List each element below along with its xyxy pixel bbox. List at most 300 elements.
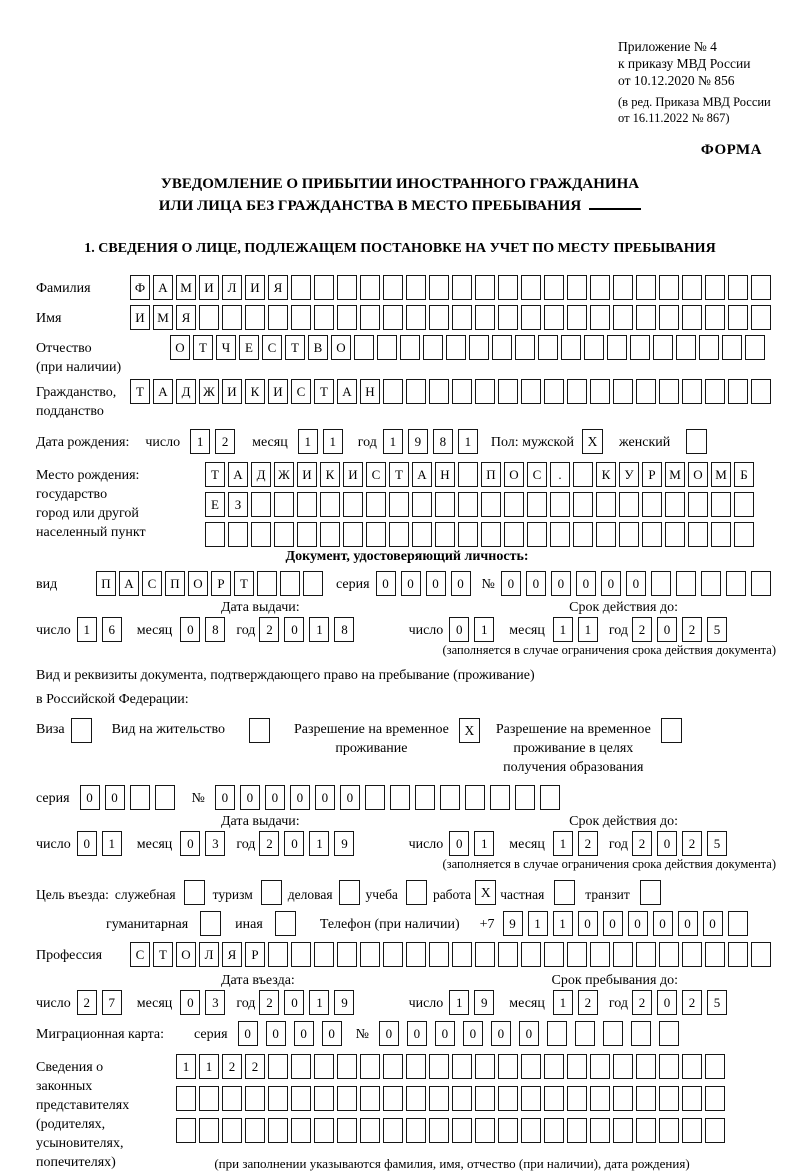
char-cell[interactable] xyxy=(452,305,472,330)
char-cell[interactable]: 0 xyxy=(578,911,598,936)
char-cell[interactable] xyxy=(406,942,426,967)
char-cell[interactable] xyxy=(567,379,587,404)
char-cell[interactable] xyxy=(360,275,380,300)
char-cell[interactable] xyxy=(360,305,380,330)
char-cell[interactable] xyxy=(659,275,679,300)
char-cell[interactable]: 1 xyxy=(77,617,97,642)
char-cell[interactable] xyxy=(360,942,380,967)
char-cell[interactable] xyxy=(636,379,656,404)
char-cell[interactable] xyxy=(538,335,558,360)
char-cell[interactable]: С xyxy=(291,379,311,404)
char-cell[interactable] xyxy=(383,1086,403,1111)
char-cell[interactable]: Т xyxy=(285,335,305,360)
char-cell[interactable] xyxy=(291,1054,311,1079)
blank-underline-field[interactable] xyxy=(589,196,641,210)
char-cell[interactable] xyxy=(659,1118,679,1143)
char-cell[interactable]: О xyxy=(176,942,196,967)
char-cell[interactable]: 2 xyxy=(222,1054,242,1079)
char-cell[interactable] xyxy=(481,492,501,517)
char-cell[interactable] xyxy=(701,571,721,596)
char-cell[interactable] xyxy=(251,492,271,517)
char-cell[interactable]: Ч xyxy=(216,335,236,360)
char-cell[interactable]: 2 xyxy=(632,990,652,1015)
char-cell[interactable]: 2 xyxy=(77,990,97,1015)
char-cell[interactable] xyxy=(429,1118,449,1143)
char-cell[interactable] xyxy=(550,492,570,517)
char-cell[interactable]: О xyxy=(170,335,190,360)
char-cell[interactable] xyxy=(222,1118,242,1143)
char-cell[interactable]: П xyxy=(165,571,185,596)
char-cell[interactable] xyxy=(659,942,679,967)
char-cell[interactable] xyxy=(475,379,495,404)
char-cell[interactable]: 1 xyxy=(578,617,598,642)
char-cell[interactable]: 3 xyxy=(205,831,225,856)
char-cell[interactable] xyxy=(406,1054,426,1079)
purpose-business-checkbox[interactable] xyxy=(339,880,360,905)
char-cell[interactable] xyxy=(515,785,535,810)
char-cell[interactable] xyxy=(596,492,616,517)
char-cell[interactable]: 9 xyxy=(503,911,523,936)
char-cell[interactable]: 0 xyxy=(284,831,304,856)
char-cell[interactable] xyxy=(659,1054,679,1079)
char-cell[interactable] xyxy=(452,379,472,404)
char-cell[interactable]: О xyxy=(188,571,208,596)
char-cell[interactable] xyxy=(567,275,587,300)
char-cell[interactable] xyxy=(498,942,518,967)
char-cell[interactable]: 2 xyxy=(245,1054,265,1079)
char-cell[interactable] xyxy=(228,522,248,547)
char-cell[interactable]: 1 xyxy=(309,617,329,642)
temp-permit-education-checkbox[interactable] xyxy=(661,718,682,743)
char-cell[interactable]: 0 xyxy=(376,571,396,596)
char-cell[interactable] xyxy=(383,1054,403,1079)
char-cell[interactable]: 2 xyxy=(259,617,279,642)
char-cell[interactable]: П xyxy=(96,571,116,596)
char-cell[interactable]: Ф xyxy=(130,275,150,300)
char-cell[interactable] xyxy=(567,1054,587,1079)
char-cell[interactable] xyxy=(590,379,610,404)
char-cell[interactable]: 0 xyxy=(653,911,673,936)
char-cell[interactable]: 0 xyxy=(451,571,471,596)
char-cell[interactable]: 0 xyxy=(294,1021,314,1046)
char-cell[interactable] xyxy=(521,1086,541,1111)
char-cell[interactable] xyxy=(705,1054,725,1079)
char-cell[interactable] xyxy=(751,571,771,596)
char-cell[interactable]: 3 xyxy=(205,990,225,1015)
char-cell[interactable] xyxy=(726,571,746,596)
char-cell[interactable] xyxy=(176,1086,196,1111)
char-cell[interactable]: 1 xyxy=(383,429,403,454)
char-cell[interactable] xyxy=(245,1086,265,1111)
char-cell[interactable] xyxy=(475,1086,495,1111)
char-cell[interactable]: 0 xyxy=(105,785,125,810)
purpose-private-checkbox[interactable] xyxy=(554,880,575,905)
char-cell[interactable] xyxy=(521,275,541,300)
char-cell[interactable]: И xyxy=(245,275,265,300)
char-cell[interactable] xyxy=(291,942,311,967)
char-cell[interactable] xyxy=(567,942,587,967)
char-cell[interactable] xyxy=(676,335,696,360)
char-cell[interactable]: Р xyxy=(245,942,265,967)
char-cell[interactable]: Т xyxy=(205,462,225,487)
char-cell[interactable]: 0 xyxy=(315,785,335,810)
char-cell[interactable]: 0 xyxy=(215,785,235,810)
char-cell[interactable] xyxy=(630,335,650,360)
char-cell[interactable] xyxy=(490,785,510,810)
char-cell[interactable] xyxy=(406,1086,426,1111)
char-cell[interactable] xyxy=(544,942,564,967)
char-cell[interactable] xyxy=(699,335,719,360)
char-cell[interactable] xyxy=(636,1054,656,1079)
char-cell[interactable] xyxy=(245,1118,265,1143)
char-cell[interactable]: Я xyxy=(222,942,242,967)
char-cell[interactable] xyxy=(544,305,564,330)
char-cell[interactable]: И xyxy=(199,275,219,300)
char-cell[interactable] xyxy=(452,1086,472,1111)
char-cell[interactable]: 0 xyxy=(238,1021,258,1046)
char-cell[interactable]: 1 xyxy=(553,911,573,936)
char-cell[interactable]: Я xyxy=(176,305,196,330)
char-cell[interactable] xyxy=(521,379,541,404)
char-cell[interactable] xyxy=(314,305,334,330)
char-cell[interactable] xyxy=(251,522,271,547)
char-cell[interactable]: П xyxy=(481,462,501,487)
char-cell[interactable]: 1 xyxy=(190,429,210,454)
char-cell[interactable] xyxy=(383,305,403,330)
char-cell[interactable] xyxy=(406,1118,426,1143)
char-cell[interactable]: И xyxy=(222,379,242,404)
char-cell[interactable]: К xyxy=(320,462,340,487)
char-cell[interactable] xyxy=(705,1118,725,1143)
char-cell[interactable] xyxy=(435,492,455,517)
char-cell[interactable]: Е xyxy=(205,492,225,517)
char-cell[interactable] xyxy=(567,1118,587,1143)
char-cell[interactable] xyxy=(636,942,656,967)
char-cell[interactable] xyxy=(544,1118,564,1143)
char-cell[interactable] xyxy=(728,942,748,967)
char-cell[interactable] xyxy=(354,335,374,360)
char-cell[interactable] xyxy=(734,522,754,547)
char-cell[interactable] xyxy=(458,492,478,517)
char-cell[interactable]: С xyxy=(527,462,547,487)
char-cell[interactable] xyxy=(642,522,662,547)
char-cell[interactable] xyxy=(475,942,495,967)
char-cell[interactable] xyxy=(540,785,560,810)
char-cell[interactable] xyxy=(222,305,242,330)
char-cell[interactable] xyxy=(521,1118,541,1143)
char-cell[interactable] xyxy=(291,1118,311,1143)
char-cell[interactable]: 2 xyxy=(578,831,598,856)
char-cell[interactable]: 9 xyxy=(408,429,428,454)
char-cell[interactable] xyxy=(521,1054,541,1079)
char-cell[interactable] xyxy=(458,462,478,487)
char-cell[interactable] xyxy=(544,379,564,404)
char-cell[interactable] xyxy=(682,275,702,300)
char-cell[interactable] xyxy=(613,1054,633,1079)
char-cell[interactable] xyxy=(722,335,742,360)
char-cell[interactable]: Т xyxy=(234,571,254,596)
char-cell[interactable]: 0 xyxy=(519,1021,539,1046)
char-cell[interactable] xyxy=(429,275,449,300)
char-cell[interactable] xyxy=(527,492,547,517)
char-cell[interactable] xyxy=(521,942,541,967)
char-cell[interactable] xyxy=(590,942,610,967)
char-cell[interactable]: Е xyxy=(239,335,259,360)
char-cell[interactable]: 2 xyxy=(682,617,702,642)
char-cell[interactable] xyxy=(751,942,771,967)
char-cell[interactable] xyxy=(274,492,294,517)
char-cell[interactable] xyxy=(636,275,656,300)
char-cell[interactable] xyxy=(728,379,748,404)
char-cell[interactable]: 0 xyxy=(435,1021,455,1046)
char-cell[interactable]: 6 xyxy=(102,617,122,642)
char-cell[interactable] xyxy=(257,571,277,596)
char-cell[interactable] xyxy=(412,492,432,517)
char-cell[interactable]: 8 xyxy=(334,617,354,642)
char-cell[interactable]: 1 xyxy=(553,990,573,1015)
char-cell[interactable] xyxy=(705,379,725,404)
char-cell[interactable]: И xyxy=(297,462,317,487)
char-cell[interactable]: 0 xyxy=(180,990,200,1015)
char-cell[interactable]: 1 xyxy=(458,429,478,454)
char-cell[interactable] xyxy=(607,335,627,360)
char-cell[interactable]: С xyxy=(130,942,150,967)
char-cell[interactable] xyxy=(544,275,564,300)
char-cell[interactable]: 0 xyxy=(703,911,723,936)
char-cell[interactable] xyxy=(429,942,449,967)
char-cell[interactable] xyxy=(711,522,731,547)
char-cell[interactable] xyxy=(682,305,702,330)
char-cell[interactable]: Т xyxy=(314,379,334,404)
char-cell[interactable]: 0 xyxy=(463,1021,483,1046)
char-cell[interactable] xyxy=(435,522,455,547)
char-cell[interactable]: С xyxy=(366,462,386,487)
char-cell[interactable] xyxy=(320,492,340,517)
char-cell[interactable] xyxy=(619,522,639,547)
char-cell[interactable] xyxy=(366,492,386,517)
char-cell[interactable] xyxy=(653,335,673,360)
char-cell[interactable] xyxy=(584,335,604,360)
char-cell[interactable]: А xyxy=(228,462,248,487)
char-cell[interactable] xyxy=(705,305,725,330)
char-cell[interactable] xyxy=(665,492,685,517)
char-cell[interactable] xyxy=(366,522,386,547)
char-cell[interactable] xyxy=(590,275,610,300)
residence-permit-checkbox[interactable] xyxy=(249,718,270,743)
char-cell[interactable]: Д xyxy=(251,462,271,487)
char-cell[interactable] xyxy=(745,335,765,360)
char-cell[interactable] xyxy=(280,571,300,596)
char-cell[interactable]: 0 xyxy=(180,617,200,642)
char-cell[interactable] xyxy=(337,305,357,330)
char-cell[interactable] xyxy=(728,911,748,936)
char-cell[interactable] xyxy=(527,522,547,547)
char-cell[interactable]: 0 xyxy=(526,571,546,596)
char-cell[interactable]: О xyxy=(688,462,708,487)
char-cell[interactable] xyxy=(337,942,357,967)
char-cell[interactable]: 1 xyxy=(553,831,573,856)
char-cell[interactable]: Л xyxy=(199,942,219,967)
char-cell[interactable]: 1 xyxy=(102,831,122,856)
char-cell[interactable] xyxy=(659,379,679,404)
sex-male-checkbox[interactable]: X xyxy=(582,429,603,454)
char-cell[interactable] xyxy=(575,1021,595,1046)
char-cell[interactable] xyxy=(383,275,403,300)
char-cell[interactable] xyxy=(521,305,541,330)
char-cell[interactable]: 0 xyxy=(657,617,677,642)
char-cell[interactable] xyxy=(303,571,323,596)
char-cell[interactable] xyxy=(423,335,443,360)
char-cell[interactable]: 2 xyxy=(682,831,702,856)
purpose-humanitarian-checkbox[interactable] xyxy=(200,911,221,936)
purpose-official-checkbox[interactable] xyxy=(184,880,205,905)
char-cell[interactable]: 5 xyxy=(707,831,727,856)
char-cell[interactable]: 0 xyxy=(407,1021,427,1046)
char-cell[interactable]: 2 xyxy=(632,617,652,642)
char-cell[interactable]: 9 xyxy=(474,990,494,1015)
char-cell[interactable]: 0 xyxy=(449,831,469,856)
char-cell[interactable]: 0 xyxy=(379,1021,399,1046)
char-cell[interactable] xyxy=(360,1054,380,1079)
char-cell[interactable]: С xyxy=(142,571,162,596)
char-cell[interactable] xyxy=(475,1118,495,1143)
char-cell[interactable]: 1 xyxy=(553,617,573,642)
char-cell[interactable] xyxy=(676,571,696,596)
char-cell[interactable] xyxy=(504,522,524,547)
char-cell[interactable] xyxy=(268,1086,288,1111)
char-cell[interactable] xyxy=(465,785,485,810)
char-cell[interactable]: 0 xyxy=(657,990,677,1015)
char-cell[interactable] xyxy=(636,1118,656,1143)
char-cell[interactable]: 0 xyxy=(626,571,646,596)
char-cell[interactable]: Т xyxy=(389,462,409,487)
char-cell[interactable]: 5 xyxy=(707,990,727,1015)
char-cell[interactable] xyxy=(314,1054,334,1079)
char-cell[interactable] xyxy=(365,785,385,810)
char-cell[interactable] xyxy=(429,1086,449,1111)
char-cell[interactable] xyxy=(734,492,754,517)
sex-female-checkbox[interactable] xyxy=(686,429,707,454)
char-cell[interactable] xyxy=(452,275,472,300)
char-cell[interactable]: 1 xyxy=(309,831,329,856)
char-cell[interactable] xyxy=(199,305,219,330)
char-cell[interactable]: 1 xyxy=(309,990,329,1015)
char-cell[interactable] xyxy=(377,335,397,360)
char-cell[interactable]: 0 xyxy=(501,571,521,596)
char-cell[interactable] xyxy=(751,305,771,330)
char-cell[interactable] xyxy=(659,305,679,330)
char-cell[interactable] xyxy=(665,522,685,547)
char-cell[interactable] xyxy=(544,1054,564,1079)
char-cell[interactable] xyxy=(631,1021,651,1046)
char-cell[interactable]: 1 xyxy=(474,617,494,642)
char-cell[interactable]: 9 xyxy=(334,831,354,856)
char-cell[interactable]: 8 xyxy=(433,429,453,454)
char-cell[interactable] xyxy=(314,1118,334,1143)
char-cell[interactable] xyxy=(314,275,334,300)
char-cell[interactable]: К xyxy=(596,462,616,487)
char-cell[interactable] xyxy=(297,492,317,517)
char-cell[interactable] xyxy=(268,1054,288,1079)
char-cell[interactable]: 1 xyxy=(474,831,494,856)
char-cell[interactable] xyxy=(705,942,725,967)
char-cell[interactable] xyxy=(688,492,708,517)
char-cell[interactable]: Н xyxy=(435,462,455,487)
char-cell[interactable] xyxy=(205,522,225,547)
char-cell[interactable]: О xyxy=(331,335,351,360)
char-cell[interactable] xyxy=(498,379,518,404)
char-cell[interactable] xyxy=(492,335,512,360)
char-cell[interactable]: В xyxy=(308,335,328,360)
char-cell[interactable] xyxy=(274,522,294,547)
char-cell[interactable]: 0 xyxy=(491,1021,511,1046)
char-cell[interactable] xyxy=(682,942,702,967)
char-cell[interactable] xyxy=(291,275,311,300)
char-cell[interactable]: А xyxy=(153,275,173,300)
char-cell[interactable]: 2 xyxy=(578,990,598,1015)
char-cell[interactable]: 2 xyxy=(259,990,279,1015)
char-cell[interactable] xyxy=(337,1118,357,1143)
char-cell[interactable] xyxy=(573,462,593,487)
char-cell[interactable]: И xyxy=(268,379,288,404)
char-cell[interactable] xyxy=(728,275,748,300)
char-cell[interactable] xyxy=(222,1086,242,1111)
char-cell[interactable] xyxy=(452,1118,472,1143)
char-cell[interactable] xyxy=(291,305,311,330)
char-cell[interactable] xyxy=(751,275,771,300)
char-cell[interactable]: Т xyxy=(130,379,150,404)
char-cell[interactable] xyxy=(406,379,426,404)
char-cell[interactable]: А xyxy=(412,462,432,487)
char-cell[interactable] xyxy=(429,305,449,330)
char-cell[interactable] xyxy=(268,942,288,967)
char-cell[interactable]: У xyxy=(619,462,639,487)
purpose-transit-checkbox[interactable] xyxy=(640,880,661,905)
char-cell[interactable] xyxy=(415,785,435,810)
char-cell[interactable]: 0 xyxy=(77,831,97,856)
char-cell[interactable] xyxy=(406,305,426,330)
char-cell[interactable]: Ж xyxy=(274,462,294,487)
char-cell[interactable] xyxy=(481,522,501,547)
char-cell[interactable]: 8 xyxy=(205,617,225,642)
char-cell[interactable]: 0 xyxy=(576,571,596,596)
char-cell[interactable]: 0 xyxy=(657,831,677,856)
char-cell[interactable] xyxy=(682,1054,702,1079)
char-cell[interactable] xyxy=(590,1118,610,1143)
char-cell[interactable] xyxy=(642,492,662,517)
char-cell[interactable]: М xyxy=(176,275,196,300)
char-cell[interactable] xyxy=(603,1021,623,1046)
char-cell[interactable]: Д xyxy=(176,379,196,404)
char-cell[interactable]: 0 xyxy=(284,617,304,642)
char-cell[interactable]: 0 xyxy=(265,785,285,810)
char-cell[interactable] xyxy=(337,1054,357,1079)
char-cell[interactable] xyxy=(567,1086,587,1111)
char-cell[interactable] xyxy=(383,942,403,967)
char-cell[interactable]: 0 xyxy=(426,571,446,596)
char-cell[interactable] xyxy=(360,1118,380,1143)
char-cell[interactable]: 0 xyxy=(551,571,571,596)
char-cell[interactable]: 7 xyxy=(102,990,122,1015)
char-cell[interactable]: 1 xyxy=(449,990,469,1015)
char-cell[interactable] xyxy=(383,379,403,404)
char-cell[interactable] xyxy=(458,522,478,547)
char-cell[interactable] xyxy=(389,492,409,517)
char-cell[interactable]: М xyxy=(153,305,173,330)
char-cell[interactable]: Б xyxy=(734,462,754,487)
char-cell[interactable] xyxy=(475,1054,495,1079)
char-cell[interactable] xyxy=(406,275,426,300)
